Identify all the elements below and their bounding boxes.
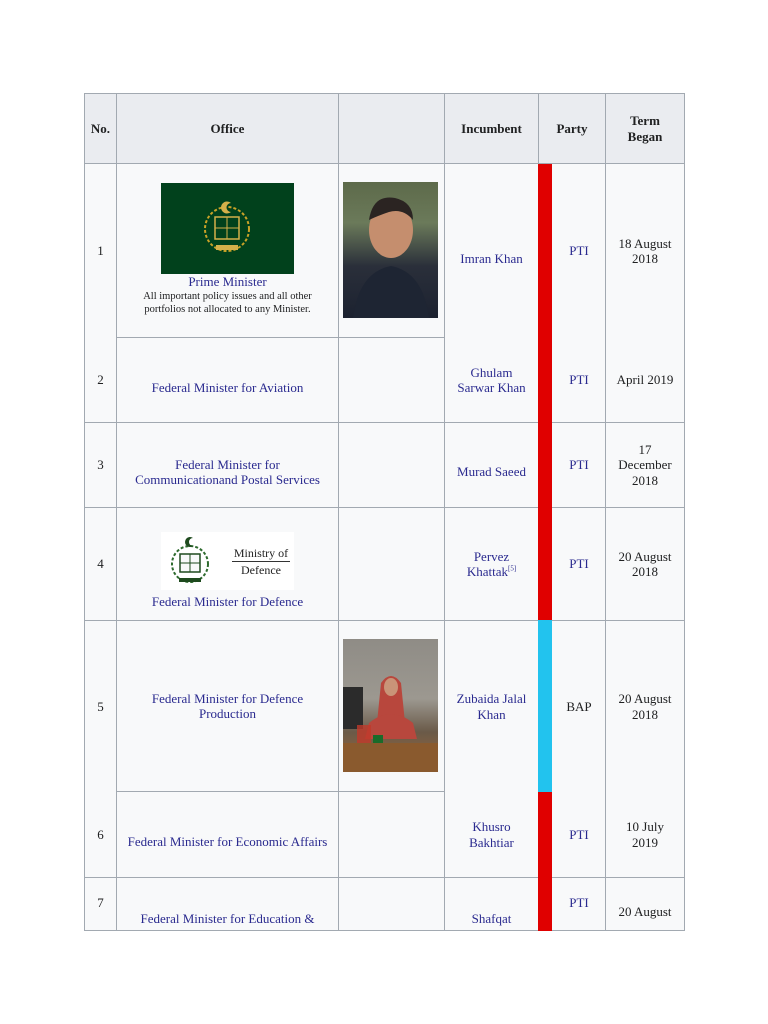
party-link[interactable]: PTI <box>569 895 589 910</box>
reference-link[interactable]: [5] <box>507 564 517 573</box>
party-color-pti <box>538 792 552 931</box>
party-link[interactable]: PTI <box>569 826 589 842</box>
table-row-3-incumbent <box>444 422 539 508</box>
party-link[interactable]: PTI <box>569 556 589 572</box>
table-row-4-office <box>116 507 339 621</box>
header-party: Party <box>538 93 606 164</box>
table-row-6-term: 10 July 2019 <box>605 792 685 878</box>
table-row-4-term: 20 August 2018 <box>605 507 685 621</box>
table-row-7-image <box>338 877 445 931</box>
table-row-5-incumbent <box>444 620 539 792</box>
incumbent-link[interactable]: Khusro Bakhtiar <box>469 819 514 850</box>
office-note: All important policy issues and all other portfolios not allocated to any Minister. <box>143 290 312 315</box>
incumbent-link[interactable]: Imran Khan <box>460 250 523 266</box>
table-row-3-office <box>116 422 339 508</box>
incumbent-link[interactable]: Zubaida Jalal Khan <box>456 691 527 722</box>
logo-text-line2: Defence <box>241 562 281 577</box>
table-row-3-no: 3 <box>84 422 117 508</box>
office-link-prime-minister[interactable]: Prime Minister <box>188 274 267 289</box>
party-link[interactable]: PTI <box>569 372 589 388</box>
table-row-4-no: 4 <box>84 507 117 621</box>
header-incumbent: Incumbent <box>444 93 539 164</box>
header-no: No. <box>84 93 117 164</box>
office-link-defence-production[interactable]: Federal Minister for Defence Production <box>151 690 304 721</box>
incumbent-link[interactable]: Shafqat <box>471 910 512 926</box>
emblem-icon <box>165 534 215 588</box>
table-row-3-image <box>338 422 445 508</box>
table-row-7-office <box>116 877 339 931</box>
office-link-communication[interactable]: Federal Minister for Communication <box>135 456 280 487</box>
table-row-4-incumbent <box>444 507 539 621</box>
table-row-2-incumbent <box>444 338 539 423</box>
table-row-7-no: 7 <box>84 877 117 931</box>
header-office: Office <box>116 93 339 164</box>
table-row-6-image <box>338 792 445 878</box>
table-row-1-incumbent <box>444 163 539 353</box>
table-row-1-office <box>116 163 339 338</box>
table-row-6-office <box>116 792 339 878</box>
office-link-economic-affairs[interactable]: Federal Minister for Economic Affairs <box>127 833 328 849</box>
table-row-4-image <box>338 507 445 621</box>
table-row-1-term: 18 August 2018 <box>605 163 685 338</box>
table-row-2-no: 2 <box>84 338 117 423</box>
office-link-education[interactable]: Federal Minister for Education & <box>140 910 315 926</box>
zubaida-jalal-khan-photo <box>343 639 438 772</box>
logo-text-line1: Ministry of <box>233 545 289 560</box>
table-row-2-image <box>338 338 445 423</box>
office-link-aviation[interactable]: Federal Minister for Aviation <box>151 380 304 396</box>
table-row-2-term: April 2019 <box>605 338 685 423</box>
table-row-6-no: 6 <box>84 792 117 878</box>
pakistan-flag-image <box>161 183 294 274</box>
table-row-6-incumbent <box>444 792 539 878</box>
party-link[interactable]: PTI <box>569 243 589 259</box>
party-color-bap <box>538 620 552 792</box>
table-row-5-office <box>116 620 339 792</box>
party-link[interactable]: PTI <box>569 457 589 473</box>
party-text: BAP <box>566 698 592 714</box>
table-row-7-term: 20 August <box>605 877 685 931</box>
incumbent-text <box>457 549 527 580</box>
incumbent-link[interactable]: Ghulam Sarwar Khan <box>457 364 526 395</box>
office-text <box>128 457 328 488</box>
ministry-of-defence-logo <box>161 532 294 590</box>
incumbent-link[interactable]: Pervez Khattak <box>466 548 510 579</box>
office-link-postal-services[interactable]: and Postal Services <box>218 472 320 487</box>
header-term-began: Term Began <box>605 93 685 164</box>
party-color-pti <box>538 164 552 620</box>
table-row-7-incumbent <box>444 877 539 931</box>
incumbent-link[interactable]: Murad Saeed <box>457 464 526 480</box>
emblem-icon <box>161 183 294 274</box>
office-link-defence[interactable]: Federal Minister for Defence <box>151 594 304 610</box>
imran-khan-photo <box>343 182 438 318</box>
table-row-2-office <box>116 338 339 423</box>
header-image <box>338 93 445 164</box>
table-row-5-no: 5 <box>84 620 117 792</box>
table-row-5-term: 20 August 2018 <box>605 620 685 792</box>
table-row-3-term: 17 December 2018 <box>605 422 685 508</box>
table-row-1-no: 1 <box>84 163 117 338</box>
